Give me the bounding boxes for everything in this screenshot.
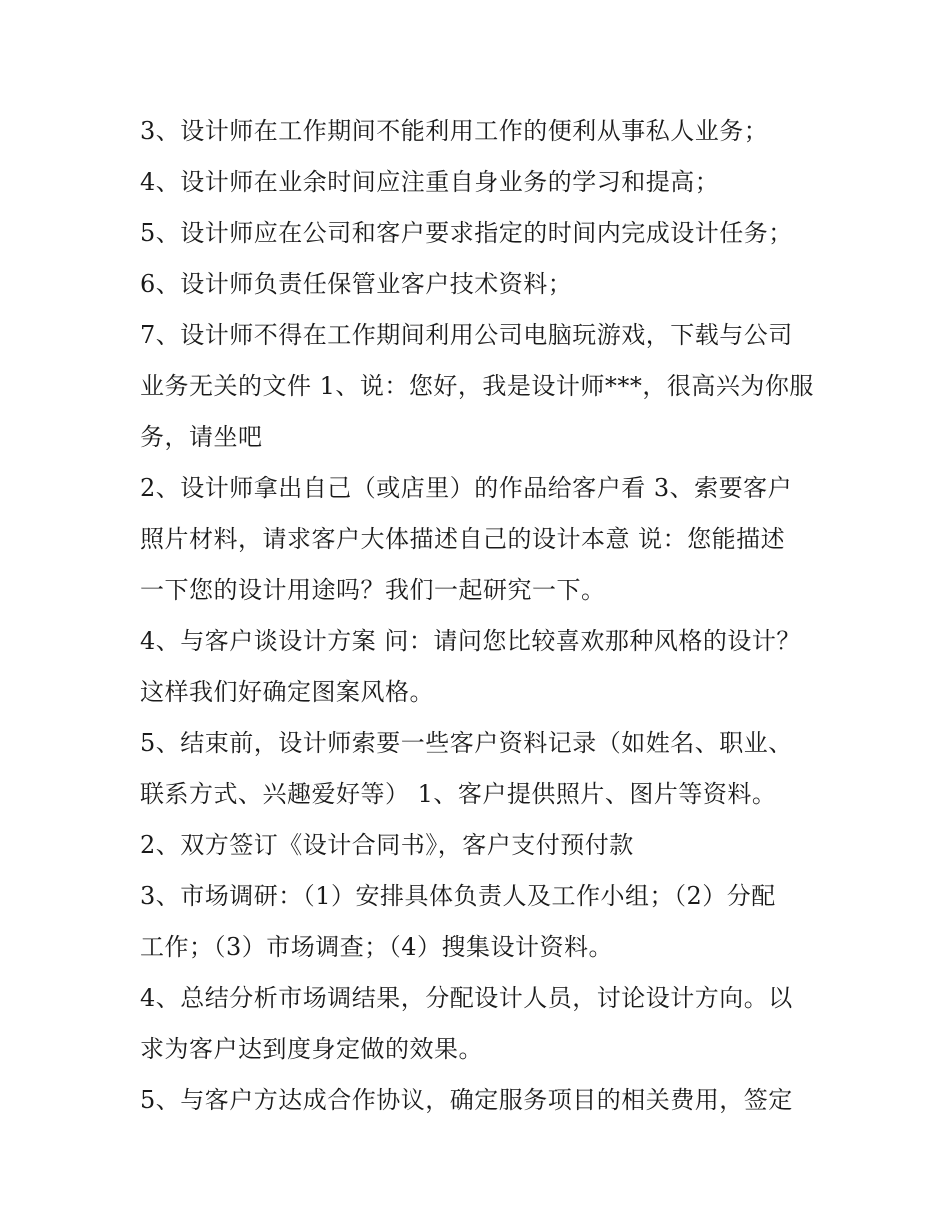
text-line: 工作；（3）市场调查；（4）搜集设计资料。 (140, 933, 614, 961)
text-line: 4、总结分析市场调结果，分配设计人员，讨论设计方向。以 (140, 984, 793, 1012)
text-line: 2、设计师拿出自己（或店里）的作品给客户看 3、索要客户 (140, 474, 793, 502)
text-line: 7、设计师不得在工作期间利用公司电脑玩游戏，下载与公司 (140, 321, 793, 349)
text-line: 求为客户达到度身定做的效果。 (140, 1035, 483, 1063)
text-line: 5、与客户方达成合作协议，确定服务项目的相关费用，签定 (140, 1086, 793, 1114)
text-line: 业务无关的文件 1、说：您好，我是设计师***，很高兴为你服 (140, 372, 814, 400)
text-line: 4、与客户谈设计方案 问：请问您比较喜欢那种风格的设计？ (140, 627, 801, 655)
text-line: 6、设计师负责任保管业客户技术资料； (140, 270, 573, 298)
text-line: 照片材料，请求客户大体描述自己的设计本意 说：您能描述 (140, 525, 786, 553)
text-line: 务，请坐吧 (140, 423, 263, 451)
text-line: 联系方式、兴趣爱好等） 1、客户提供照片、图片等资料。 (140, 780, 777, 808)
text-line: 3、设计师在工作期间不能利用工作的便利从事私人业务； (140, 117, 769, 145)
text-line: 5、结束前，设计师索要一些客户资料记录（如姓名、职业、 (140, 729, 793, 757)
document-body (140, 106, 820, 1126)
text-line: 5、设计师应在公司和客户要求指定的时间内完成设计任务； (140, 219, 793, 247)
text-line: 一下您的设计用途吗？我们一起研究一下。 (140, 576, 606, 604)
text-line: 3、市场调研：（1）安排具体负责人及工作小组；（2）分配 (140, 882, 776, 910)
text-line: 这样我们好确定图案风格。 (140, 678, 434, 706)
text-line: 2、双方签订《设计合同书》，客户支付预付款 (140, 831, 634, 859)
text-line: 4、设计师在业余时间应注重自身业务的学习和提高； (140, 168, 720, 196)
